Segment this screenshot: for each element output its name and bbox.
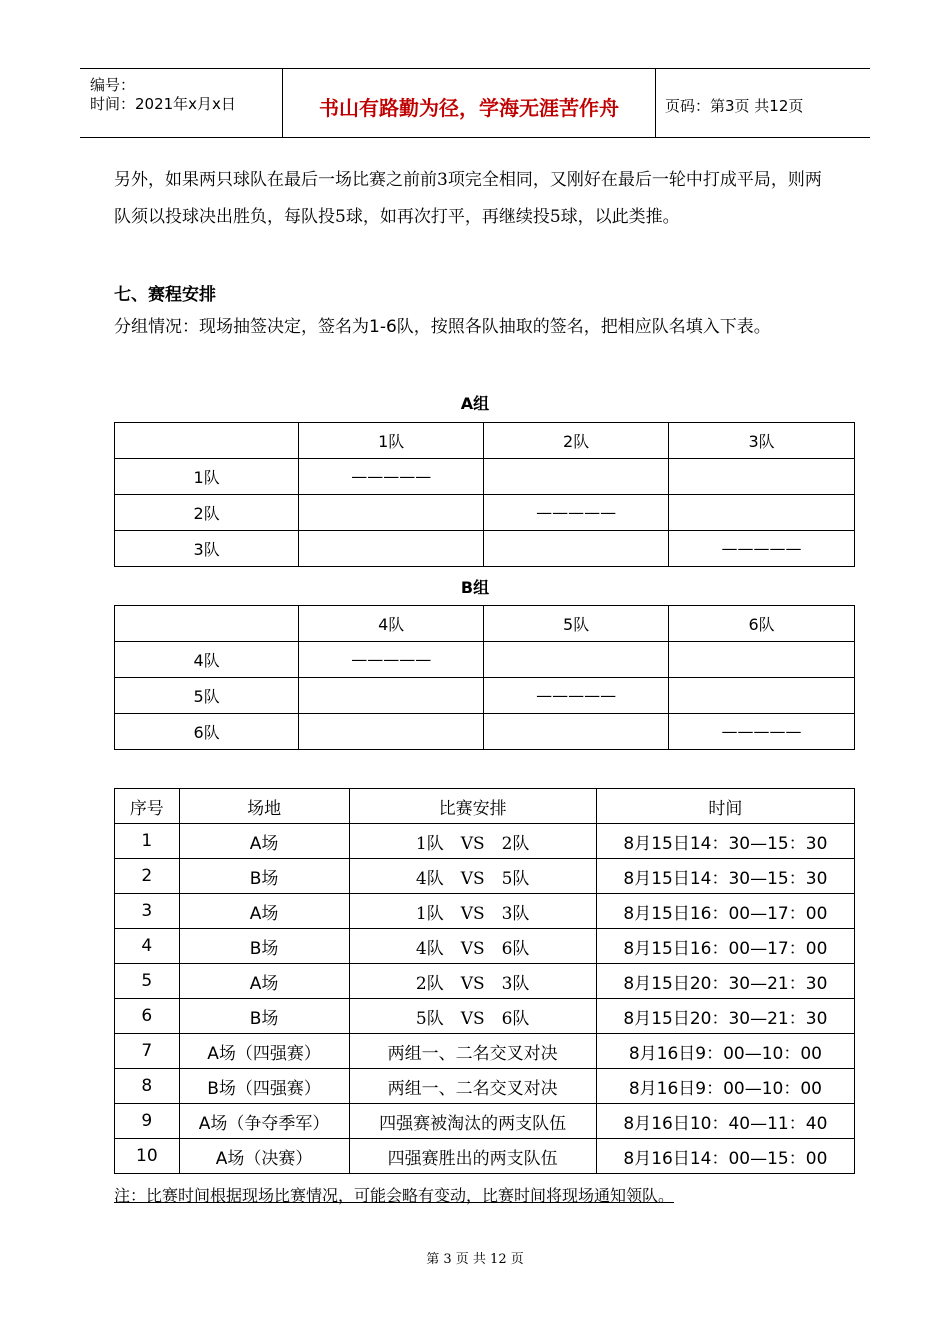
group-column-header: 4队 [299, 606, 484, 642]
group-row-header: 3队 [115, 531, 299, 567]
group-cell: ————— [484, 678, 669, 714]
schedule-row [115, 824, 855, 859]
group-column-header [115, 606, 299, 642]
match-time: 8月16日9：00—10：00 [596, 1069, 854, 1104]
schedule-row [115, 1139, 855, 1174]
group-row-header: 6队 [115, 714, 299, 750]
group-cell: ————— [669, 531, 855, 567]
schedule-note: 注：比赛时间根据现场比赛情况，可能会略有变动，比赛时间将现场通知领队。 [114, 1186, 675, 1205]
group-cell [299, 678, 484, 714]
group-cell [299, 495, 484, 531]
schedule-row [115, 1104, 855, 1139]
page-footer: 第 3 页 共 12 页 [426, 1252, 524, 1267]
schedule-header-row [115, 789, 855, 824]
group-column-header: 5队 [484, 606, 669, 642]
schedule-row [115, 859, 855, 894]
match-number: 1 [115, 824, 180, 859]
group-a-table [114, 422, 855, 567]
group-row [115, 714, 855, 750]
match-number: 3 [115, 894, 180, 929]
page-header [80, 68, 870, 138]
match-time: 8月15日16：00—17：00 [596, 894, 854, 929]
rules-paragraph: 另外，如果两只球队在最后一场比赛之前前3项完全相同，又刚好在最后一轮中打成平局，则两队须以投球决出胜负，每队投5球，如再次打平，再继续投5球，以此类推。 [114, 170, 822, 227]
match-number: 8 [115, 1069, 180, 1104]
match-number: 7 [115, 1034, 180, 1069]
schedule-column-header: 场地 [179, 789, 349, 824]
document-number-label: 编号： [90, 76, 136, 94]
match-pairing: 两组一、二名交叉对决 [349, 1069, 596, 1104]
group-cell [669, 642, 855, 678]
group-cell: ————— [484, 495, 669, 531]
match-number: 9 [115, 1104, 180, 1139]
grouping-paragraph: 分组情况：现场抽签决定，签名为1-6队，按照各队抽取的签名，把相应队名填入下表。 [114, 317, 771, 337]
match-pairing: 两组一、二名交叉对决 [349, 1034, 596, 1069]
match-number: 4 [115, 929, 180, 964]
group-column-header: 1队 [299, 423, 484, 459]
group-cell [484, 642, 669, 678]
section-heading: 七、赛程安排 [114, 285, 216, 305]
header-info-cell [80, 69, 283, 137]
header-motto-cell [283, 69, 656, 137]
group-cell [299, 714, 484, 750]
group-header-row [115, 423, 855, 459]
group-row [115, 495, 855, 531]
group-b-title: B组 [460, 578, 490, 597]
schedule-column-header: 时间 [596, 789, 854, 824]
group-row [115, 678, 855, 714]
match-time: 8月16日9：00—10：00 [596, 1034, 854, 1069]
schedule-table [114, 788, 855, 1174]
group-a-title: A组 [460, 394, 490, 413]
match-pairing: 1队 VS 2队 [349, 824, 596, 859]
group-row [115, 459, 855, 495]
schedule-row [115, 964, 855, 999]
header-motto: 书山有路勤为径，学海无涯苦作舟 [319, 96, 619, 120]
match-time: 8月16日10：40—11：40 [596, 1104, 854, 1139]
schedule-row [115, 1034, 855, 1069]
group-cell [299, 531, 484, 567]
match-pairing: 4队 VS 6队 [349, 929, 596, 964]
group-b-table [114, 605, 855, 750]
match-pairing: 1队 VS 3队 [349, 894, 596, 929]
group-row-header: 1队 [115, 459, 299, 495]
group-column-header: 6队 [669, 606, 855, 642]
match-venue: A场 [179, 824, 349, 859]
group-column-header: 3队 [669, 423, 855, 459]
group-cell: ————— [299, 459, 484, 495]
match-venue: A场 [179, 964, 349, 999]
match-venue: B场 [179, 999, 349, 1034]
schedule-row [115, 999, 855, 1034]
match-venue: A场（争夺季军） [179, 1104, 349, 1139]
schedule-column-header: 比赛安排 [349, 789, 596, 824]
match-number: 10 [115, 1139, 180, 1174]
match-venue: B场 [179, 929, 349, 964]
schedule-row [115, 1069, 855, 1104]
group-row-header: 5队 [115, 678, 299, 714]
match-pairing: 2队 VS 3队 [349, 964, 596, 999]
group-row-header: 4队 [115, 642, 299, 678]
group-cell: ————— [669, 714, 855, 750]
match-number: 2 [115, 859, 180, 894]
group-row [115, 531, 855, 567]
group-cell [484, 531, 669, 567]
header-page-number: 页码：第3页 共12页 [665, 97, 804, 115]
match-time: 8月15日20：30—21：30 [596, 964, 854, 999]
match-venue: B场 [179, 859, 349, 894]
schedule-column-header: 序号 [115, 789, 180, 824]
group-cell [669, 495, 855, 531]
group-cell: ————— [299, 642, 484, 678]
match-pairing: 四强赛被淘汰的两支队伍 [349, 1104, 596, 1139]
match-number: 6 [115, 999, 180, 1034]
group-cell [669, 678, 855, 714]
match-venue: B场（四强赛） [179, 1069, 349, 1104]
match-venue: A场（四强赛） [179, 1034, 349, 1069]
group-column-header: 2队 [484, 423, 669, 459]
match-time: 8月16日14：00—15：00 [596, 1139, 854, 1174]
group-cell [484, 714, 669, 750]
schedule-row [115, 929, 855, 964]
header-page-cell [656, 69, 870, 137]
group-column-header [115, 423, 299, 459]
document-date-label: 时间：2021年x月x日 [90, 95, 236, 113]
match-venue: A场 [179, 894, 349, 929]
group-cell [669, 459, 855, 495]
match-time: 8月15日16：00—17：00 [596, 929, 854, 964]
match-time: 8月15日14：30—15：30 [596, 824, 854, 859]
match-pairing: 四强赛胜出的两支队伍 [349, 1139, 596, 1174]
match-pairing: 4队 VS 5队 [349, 859, 596, 894]
schedule-row [115, 894, 855, 929]
group-header-row [115, 606, 855, 642]
match-time: 8月15日20：30—21：30 [596, 999, 854, 1034]
match-number: 5 [115, 964, 180, 999]
group-row-header: 2队 [115, 495, 299, 531]
group-cell [484, 459, 669, 495]
match-pairing: 5队 VS 6队 [349, 999, 596, 1034]
match-venue: A场（决赛） [179, 1139, 349, 1174]
group-row [115, 642, 855, 678]
match-time: 8月15日14：30—15：30 [596, 859, 854, 894]
